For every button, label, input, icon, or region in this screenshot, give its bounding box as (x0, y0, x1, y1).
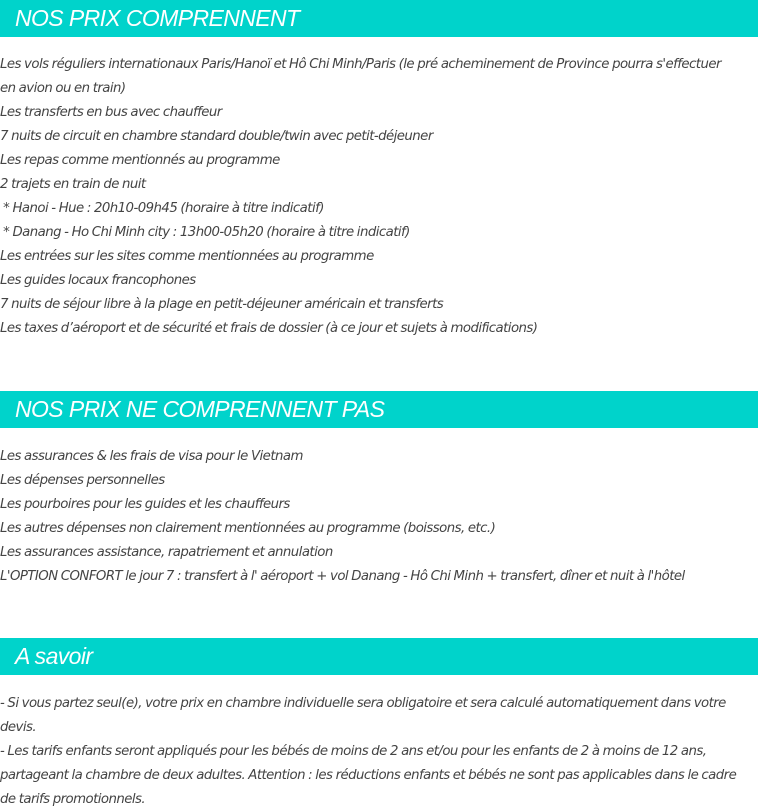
section-header-not-included (0, 391, 758, 428)
list-item: Les dépenses personnelles (0, 473, 165, 488)
good-to-know-text (0, 692, 758, 812)
list-item: Les vols réguliers internationaux Paris/Hanoï et Hô Chi Minh/Paris (le pré acheminement de Province pourra s'effectuer (0, 57, 721, 72)
list-item: Les assurances & les frais de visa pour le Vietnam (0, 449, 303, 464)
list-item: * Danang - Ho Chi Minh city : 13h00-05h20 (horaire à titre indicatif) (0, 225, 410, 240)
paragraph-line: partageant la chambre de deux adultes. Attention : les réductions enfants et bébés ne sont pas applicables dans le cadre (0, 768, 737, 783)
list-item: 7 nuits de circuit en chambre standard double/twin avec petit-déjeuner (0, 129, 433, 144)
paragraph-line: de tarifs promotionnels. (0, 792, 146, 807)
section-not-included (0, 391, 758, 589)
paragraph-line: devis. (0, 720, 37, 735)
list-item: Les transferts en bus avec chauffeur (0, 105, 222, 120)
section-header-good-to-know (0, 638, 758, 675)
section-header-included (0, 0, 758, 37)
list-item: Les assurances assistance, rapatriement et annulation (0, 545, 333, 560)
section-title-not-included: NOS PRIX NE COMPRENNENT PAS (15, 396, 385, 422)
not-included-list (0, 445, 758, 589)
section-good-to-know (0, 638, 758, 812)
paragraph-line: - Les tarifs enfants seront appliqués pour les bébés de moins de 2 ans et/ou pour les enfants de 2 à moins de 12 ans, (0, 744, 707, 759)
section-title-good-to-know: A savoir (15, 643, 93, 669)
list-item: Les repas comme mentionnés au programme (0, 153, 280, 168)
list-item: 7 nuits de séjour libre à la plage en petit-déjeuner américain et transferts (0, 297, 444, 312)
included-list (0, 53, 758, 341)
list-item: L'OPTION CONFORT le jour 7 : transfert à l' aéroport + vol Danang - Hô Chi Minh + transfert, dîner et nuit à l'hôtel (0, 569, 685, 584)
section-title-included: NOS PRIX COMPRENNENT (15, 5, 300, 31)
list-item: 2 trajets en train de nuit (0, 177, 146, 192)
list-item: Les entrées sur les sites comme mentionnées au programme (0, 249, 374, 264)
list-item: * Hanoi - Hue : 20h10-09h45 (horaire à titre indicatif) (0, 201, 324, 216)
list-item: Les autres dépenses non clairement mentionnées au programme (boissons, etc.) (0, 521, 496, 536)
list-item: Les pourboires pour les guides et les chauffeurs (0, 497, 290, 512)
section-included (0, 0, 758, 341)
paragraph-line: - Si vous partez seul(e), votre prix en chambre individuelle sera obligatoire et sera calculé automatiquement dans votre (0, 696, 726, 711)
list-item: Les guides locaux francophones (0, 273, 196, 288)
list-item: Les taxes d’aéroport et de sécurité et frais de dossier (à ce jour et sujets à modifications) (0, 321, 538, 336)
list-item: en avion ou en train) (0, 81, 126, 96)
